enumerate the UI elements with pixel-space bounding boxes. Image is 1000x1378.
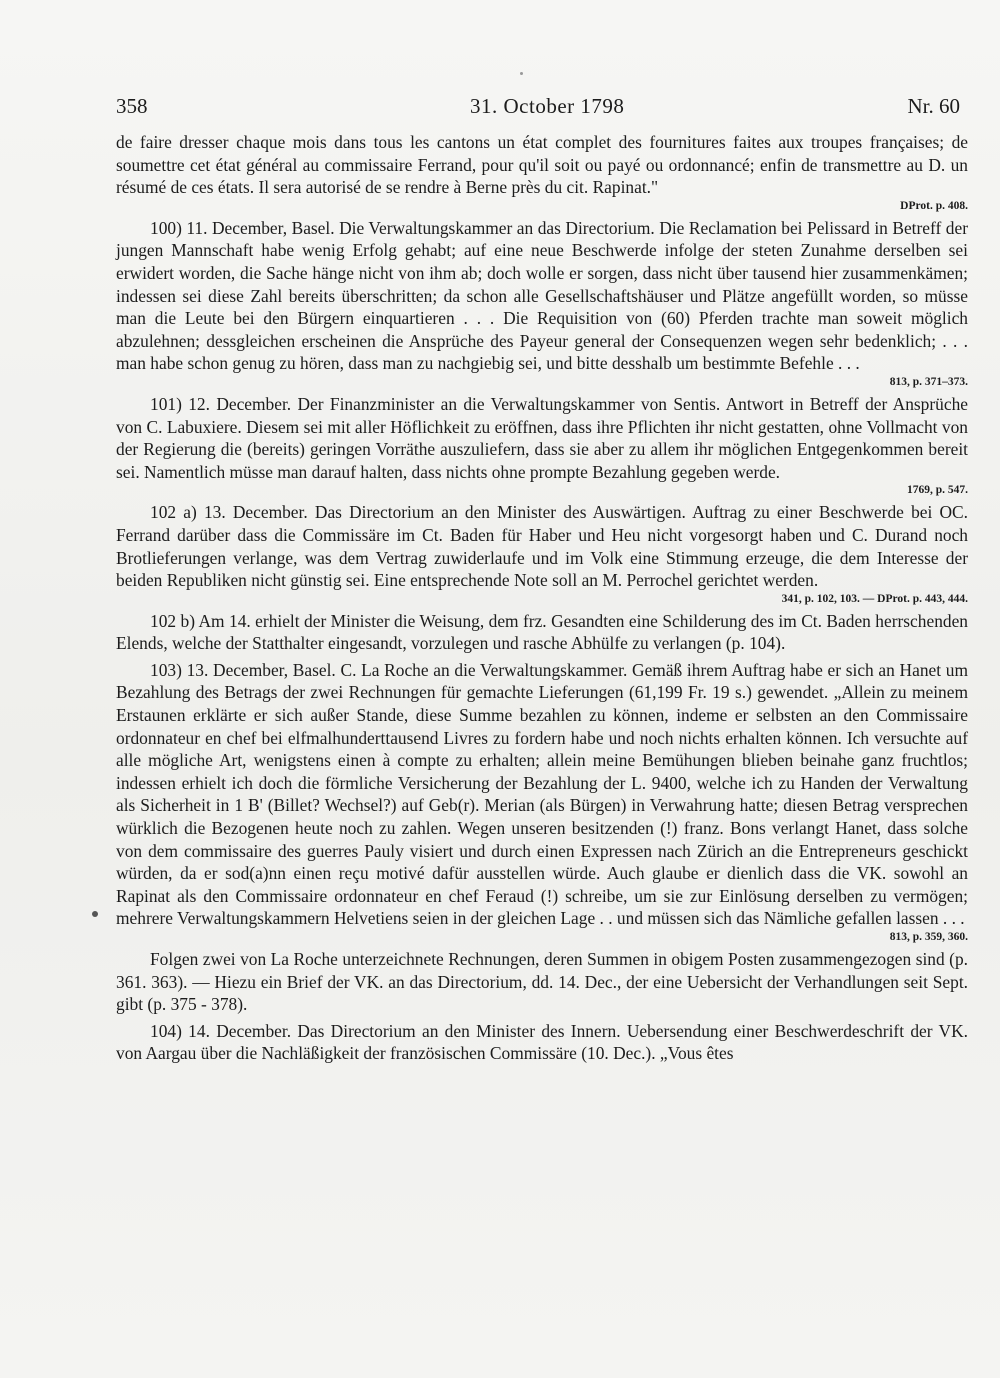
entry-103: 103) 13. December, Basel. C. La Roche an die Verwaltungskammer. Gemäß ihrem Auftrag habe er sich an Hanet um Bezahlung des Betrags der zwei Rechnungen für gemachte Lieferungen (61,199 Fr. 19 s.) gewendet. „Allein zu meinem Erstaunen erklärte er sich außer Stande, diese Summe bezahlen zu können, indeme er selbsten an den Commissaire ordonnateur en chef bei elfmalhunderttausend Livres zu fordern habe und noch nichts erhalten können. Ich versuchte auf alle mögliche Art, wenigstens einen à compte zu erhalten; allein meine Bemühungen blieben beinahe ganz fruchtlos; indessen erhielt ich doch die förmliche Versicherung der Bezahlung der L. 9400, welche ich zu Handen der Verwaltung als Sicherheit in 1 B' (Billet? Wechsel?) auf Geb(r). Merian (als Bürgen) in Verwahrung hatte; diesen Betrag versprechen würklich die Bezogenen heute noch zu zahlen. Wegen unseren besitzenden (!) franz. Bons verlangt Hanet, dass solche von dem commissaire des guerres Pauly visiert und durch einen Expressen nach Zürich an die Entrepreneurs geschickt würden, da er sod(a)nn einen reçu motivé dafür ausstellen würde. Auch glaube er dienlich dass die VK. sowohl an Rapinat als den Commissaire ordonnateur en chef Feraud (!) schreibe, um sie zur Einlösung derselben zu vermögen; mehrere Verwaltungskammern Helvetiens seien in der gleichen Lage . . und müssen sich das Nämliche gefallen lassen . . . xyxy=(116,659,968,929)
paper-speck xyxy=(520,72,523,75)
entry-104: 104) 14. December. Das Directorium an den Minister des Innern. Uebersendung einer Beschwerdeschrift der VK. von Aargau über die Nachläßigkeit der französischen Commissäre (10. Dec.). „Vous êtes xyxy=(116,1020,968,1064)
page-body xyxy=(116,131,968,1065)
entry-100: 100) 11. December, Basel. Die Verwaltungskammer an das Directorium. Die Reclamation bei Pelissard in Betreff der jungen Mannschaft habe wenig Erfolg gehabt; auf eine neue Beschwerde infolge der steten Zunahme derselben sei erwidert worden, die Sache hänge nicht von ihm ab; doch wolle er sorgen, dass nicht über tausend hier zusammenkämen; indessen sei diese Zahl bereits überschritten; da schon alle Gesellschaftshäuser und Plätze angefüllt worden, so müsse man die Leute bei den Bürgern einquartieren . . . Die Requisition von (60) Pferden trachte man soweit möglich abzulehnen; dessgleichen erscheinen die Ansprüche des Payeur general der Consequenzen wegen sehr bedenklich; . . . man habe schon genug zu hören, dass man zu nachgiebig sei, und bitte desshalb um bestimmte Befehle . . . xyxy=(116,217,968,374)
page-header xyxy=(0,94,1000,122)
document-number: Nr. 60 xyxy=(907,94,960,118)
intro-reference: DProt. p. 408. xyxy=(900,199,968,212)
entry-101: 101) 12. December. Der Finanzminister an die Verwaltungskammer von Sentis. Antwort in Betreff der Ansprüche von C. Labuxiere. Diesem sei mit aller Höflichkeit zu eröffnen, dass ihre Pflichten ihr nicht gestatten, ohne Vollmacht von der Regierung die (bereits) geringen Vorräthe auszuliefern, dass sie aber zu allem ihr möglichen Entgegenkommen bereit sei. Namentlich müsse man darauf halten, dass nichts ohne prompte Bezahlung gegeben werde. xyxy=(116,393,968,482)
margin-mark xyxy=(92,911,98,917)
running-date: 31. October 1798 xyxy=(470,94,625,118)
entry-102a-reference: 341, p. 102, 103. — DProt. p. 443, 444. xyxy=(781,592,968,605)
entry-103-followup: Folgen zwei von La Roche unterzeichnete Rechnungen, deren Summen in obigem Posten zusammengezogen sind (p. 361. 363). — Hiezu ein Brief der VK. an das Directorium, dd. 14. Dec., der eine Uebersicht der Verhandlungen seit Sept. gibt (p. 375 - 378). xyxy=(116,949,968,1015)
intro-paragraph: de faire dresser chaque mois dans tous les cantons un état complet des fournitures faites aux troupes françaises; de soumettre cet état général au commissaire Ferrand, pour qu'il soit ou payé ou ordonnancé; enfin de transmettre au D. un résumé de ces états. Il sera autorisé de se rendre à Berne près du cit. Rapinat." xyxy=(116,132,968,198)
entry-101-reference: 1769, p. 547. xyxy=(906,484,968,497)
entry-103-reference: 813, p. 359, 360. xyxy=(889,931,968,943)
entry-100-reference: 813, p. 371–373. xyxy=(889,375,968,388)
entry-102b: 102 b) Am 14. erhielt der Minister die Weisung, dem frz. Gesandten eine Schilderung des im Ct. Baden herrschenden Elends, welche der Statthalter eingesandt, vorzulegen und rasche Abhülfe zu verlangen (p. 104). xyxy=(116,610,968,654)
page-number: 358 xyxy=(116,94,148,118)
entry-102a: 102 a) 13. December. Das Directorium an den Minister des Auswärtigen. Auftrag zu einer Beschwerde bei OC. Ferrand darüber dass die Commissäre im Ct. Baden für Haber und Heu nicht vorgesorgt haben und C. Durand noch Brotlieferungen verlange, was dem Vertrag zuwiderlaufe und im Volk eine Stimmung erzeuge, die dem Interesse der beiden Republiken nicht günstig sei. Eine entsprechende Note soll an M. Perrochel gerichtet werden. xyxy=(116,502,968,591)
